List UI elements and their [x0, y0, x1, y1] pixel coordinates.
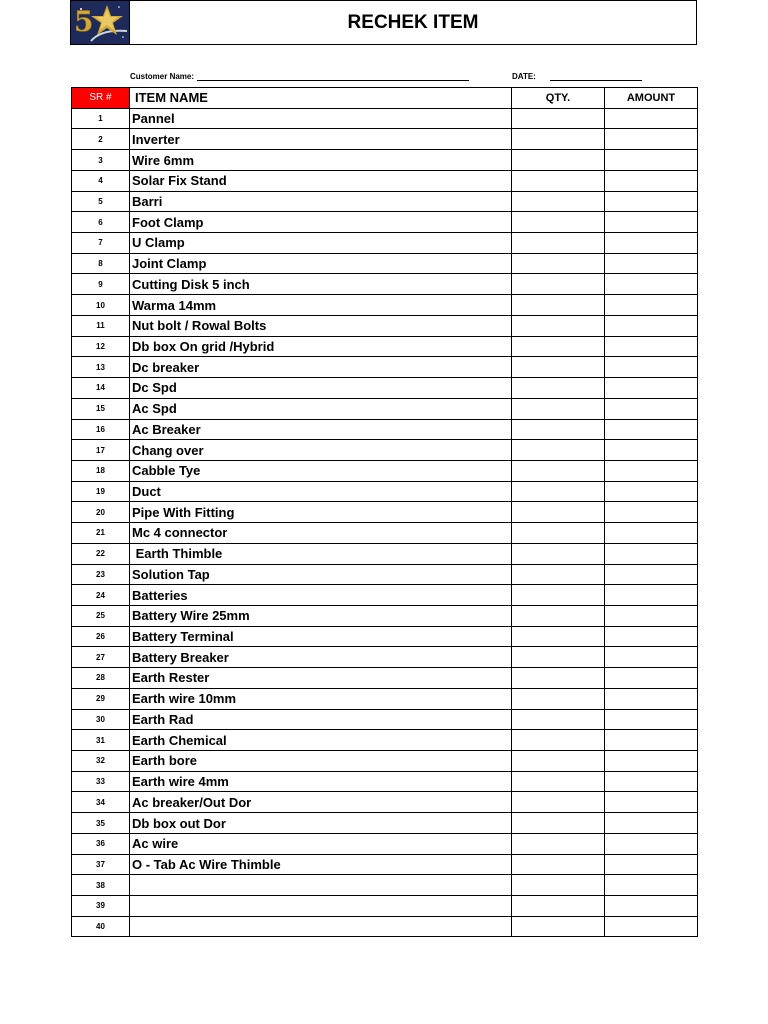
row-qty-cell[interactable] — [512, 108, 605, 129]
row-item-name: Pannel — [130, 108, 512, 129]
row-item-name: Earth Thimble — [130, 543, 512, 564]
row-qty-cell[interactable] — [512, 833, 605, 854]
table-row — [72, 233, 698, 254]
table-row — [72, 502, 698, 523]
row-qty-cell[interactable] — [512, 253, 605, 274]
table-row — [72, 129, 698, 150]
row-item-name — [130, 896, 512, 917]
row-qty-cell[interactable] — [512, 543, 605, 564]
row-amount-cell[interactable] — [605, 916, 698, 937]
row-item-name: Wire 6mm — [130, 150, 512, 171]
row-item-name: Ac Spd — [130, 398, 512, 419]
row-sr-number: 14 — [72, 378, 130, 399]
row-qty-cell[interactable] — [512, 460, 605, 481]
row-qty-cell[interactable] — [512, 440, 605, 461]
row-sr-number: 31 — [72, 730, 130, 751]
table-row — [72, 709, 698, 730]
table-body — [72, 108, 698, 937]
table-row — [72, 150, 698, 171]
table-row — [72, 916, 698, 937]
row-sr-number: 25 — [72, 605, 130, 626]
row-item-name: U Clamp — [130, 233, 512, 254]
row-sr-number: 28 — [72, 668, 130, 689]
row-item-name: Earth Rad — [130, 709, 512, 730]
row-qty-cell[interactable] — [512, 605, 605, 626]
row-qty-cell[interactable] — [512, 481, 605, 502]
table-row — [72, 792, 698, 813]
table-row — [72, 833, 698, 854]
row-sr-number: 39 — [72, 896, 130, 917]
row-item-name: O - Tab Ac Wire Thimble — [130, 854, 512, 875]
table-row — [72, 771, 698, 792]
row-amount-cell[interactable] — [605, 626, 698, 647]
row-amount-cell[interactable] — [605, 730, 698, 751]
table-row — [72, 460, 698, 481]
row-amount-cell[interactable] — [605, 502, 698, 523]
row-amount-cell[interactable] — [605, 605, 698, 626]
row-item-name: Solar Fix Stand — [130, 170, 512, 191]
row-qty-cell[interactable] — [512, 233, 605, 254]
row-amount-cell[interactable] — [605, 315, 698, 336]
row-qty-cell[interactable] — [512, 523, 605, 544]
row-item-name: Dc breaker — [130, 357, 512, 378]
row-qty-cell[interactable] — [512, 771, 605, 792]
row-item-name — [130, 875, 512, 896]
row-qty-cell[interactable] — [512, 419, 605, 440]
row-amount-cell[interactable] — [605, 751, 698, 772]
row-sr-number: 26 — [72, 626, 130, 647]
column-header-item-name: ITEM NAME — [130, 88, 512, 109]
row-qty-cell[interactable] — [512, 792, 605, 813]
items-table — [71, 87, 698, 937]
row-qty-cell[interactable] — [512, 357, 605, 378]
row-sr-number: 33 — [72, 771, 130, 792]
row-qty-cell[interactable] — [512, 585, 605, 606]
row-sr-number: 27 — [72, 647, 130, 668]
row-amount-cell[interactable] — [605, 585, 698, 606]
row-sr-number: 38 — [72, 875, 130, 896]
row-amount-cell[interactable] — [605, 523, 698, 544]
row-qty-cell[interactable] — [512, 730, 605, 751]
row-item-name: Inverter — [130, 129, 512, 150]
table-row — [72, 170, 698, 191]
table-row — [72, 543, 698, 564]
row-sr-number: 23 — [72, 564, 130, 585]
table-row — [72, 378, 698, 399]
row-sr-number: 19 — [72, 481, 130, 502]
row-sr-number: 9 — [72, 274, 130, 295]
row-qty-cell[interactable] — [512, 813, 605, 834]
row-amount-cell[interactable] — [605, 543, 698, 564]
row-qty-cell[interactable] — [512, 378, 605, 399]
customer-name-row — [130, 71, 469, 81]
row-item-name: Ac Breaker — [130, 419, 512, 440]
row-amount-cell[interactable] — [605, 792, 698, 813]
row-amount-cell[interactable] — [605, 833, 698, 854]
row-qty-cell[interactable] — [512, 854, 605, 875]
row-qty-cell[interactable] — [512, 502, 605, 523]
row-qty-cell[interactable] — [512, 896, 605, 917]
row-sr-number: 20 — [72, 502, 130, 523]
row-sr-number: 36 — [72, 833, 130, 854]
table-row — [72, 274, 698, 295]
row-item-name: Earth bore — [130, 751, 512, 772]
date-label: DATE: — [512, 72, 536, 81]
row-item-name: Ac breaker/Out Dor — [130, 792, 512, 813]
row-item-name: Earth wire 4mm — [130, 771, 512, 792]
row-sr-number: 11 — [72, 315, 130, 336]
row-amount-cell[interactable] — [605, 398, 698, 419]
row-qty-cell[interactable] — [512, 274, 605, 295]
table-row — [72, 481, 698, 502]
row-amount-cell[interactable] — [605, 212, 698, 233]
row-sr-number: 6 — [72, 212, 130, 233]
row-amount-cell[interactable] — [605, 647, 698, 668]
row-amount-cell[interactable] — [605, 440, 698, 461]
row-sr-number: 21 — [72, 523, 130, 544]
row-sr-number: 16 — [72, 419, 130, 440]
row-sr-number: 32 — [72, 751, 130, 772]
row-qty-cell[interactable] — [512, 688, 605, 709]
row-amount-cell[interactable] — [605, 170, 698, 191]
row-qty-cell[interactable] — [512, 295, 605, 316]
row-sr-number: 37 — [72, 854, 130, 875]
row-item-name: Dc Spd — [130, 378, 512, 399]
row-item-name: Joint Clamp — [130, 253, 512, 274]
row-qty-cell[interactable] — [512, 564, 605, 585]
row-sr-number: 7 — [72, 233, 130, 254]
row-amount-cell[interactable] — [605, 108, 698, 129]
page-title: RECHEK ITEM — [129, 1, 696, 44]
row-item-name: Pipe With Fitting — [130, 502, 512, 523]
column-header-amount: AMOUNT — [605, 88, 698, 109]
row-qty-cell[interactable] — [512, 315, 605, 336]
table-row — [72, 854, 698, 875]
row-amount-cell[interactable] — [605, 274, 698, 295]
row-sr-number: 12 — [72, 336, 130, 357]
row-amount-cell[interactable] — [605, 253, 698, 274]
row-sr-number: 3 — [72, 150, 130, 171]
row-amount-cell[interactable] — [605, 813, 698, 834]
table-row — [72, 647, 698, 668]
document-header — [70, 0, 697, 45]
row-amount-cell[interactable] — [605, 688, 698, 709]
table-row — [72, 626, 698, 647]
table-row — [72, 605, 698, 626]
row-item-name: Mc 4 connector — [130, 523, 512, 544]
row-item-name: Earth Rester — [130, 668, 512, 689]
row-sr-number: 17 — [72, 440, 130, 461]
row-qty-cell[interactable] — [512, 916, 605, 937]
row-item-name: Battery Wire 25mm — [130, 605, 512, 626]
row-amount-cell[interactable] — [605, 668, 698, 689]
row-amount-cell[interactable] — [605, 854, 698, 875]
row-sr-number: 34 — [72, 792, 130, 813]
table-row — [72, 813, 698, 834]
row-amount-cell[interactable] — [605, 191, 698, 212]
row-sr-number: 4 — [72, 170, 130, 191]
row-qty-cell[interactable] — [512, 129, 605, 150]
row-amount-cell[interactable] — [605, 875, 698, 896]
table-row — [72, 212, 698, 233]
row-qty-cell[interactable] — [512, 668, 605, 689]
row-item-name: Earth wire 10mm — [130, 688, 512, 709]
table-row — [72, 440, 698, 461]
row-item-name: Earth Chemical — [130, 730, 512, 751]
column-header-sr: SR # — [72, 88, 130, 109]
row-item-name: Duct — [130, 481, 512, 502]
row-sr-number: 8 — [72, 253, 130, 274]
table-row — [72, 585, 698, 606]
table-row — [72, 668, 698, 689]
row-amount-cell[interactable] — [605, 150, 698, 171]
row-amount-cell[interactable] — [605, 481, 698, 502]
row-item-name: Chang over — [130, 440, 512, 461]
table-row — [72, 523, 698, 544]
row-sr-number: 22 — [72, 543, 130, 564]
row-sr-number: 35 — [72, 813, 130, 834]
row-qty-cell[interactable] — [512, 751, 605, 772]
row-qty-cell[interactable] — [512, 150, 605, 171]
row-item-name: Warma 14mm — [130, 295, 512, 316]
row-item-name: Foot Clamp — [130, 212, 512, 233]
table-row — [72, 398, 698, 419]
row-amount-cell[interactable] — [605, 419, 698, 440]
table-header-row — [72, 88, 698, 109]
table-row — [72, 564, 698, 585]
row-item-name: Ac wire — [130, 833, 512, 854]
row-sr-number: 40 — [72, 916, 130, 937]
row-amount-cell[interactable] — [605, 357, 698, 378]
table-row — [72, 875, 698, 896]
row-amount-cell[interactable] — [605, 295, 698, 316]
row-amount-cell[interactable] — [605, 336, 698, 357]
row-qty-cell[interactable] — [512, 212, 605, 233]
row-sr-number: 2 — [72, 129, 130, 150]
row-sr-number: 29 — [72, 688, 130, 709]
row-item-name — [130, 916, 512, 937]
star-logo-icon — [71, 1, 129, 44]
row-qty-cell[interactable] — [512, 336, 605, 357]
table-row — [72, 336, 698, 357]
row-amount-cell[interactable] — [605, 564, 698, 585]
row-sr-number: 5 — [72, 191, 130, 212]
table-row — [72, 688, 698, 709]
row-item-name: Battery Breaker — [130, 647, 512, 668]
table-row — [72, 896, 698, 917]
row-sr-number: 24 — [72, 585, 130, 606]
row-item-name: Solution Tap — [130, 564, 512, 585]
table-row — [72, 108, 698, 129]
row-sr-number: 15 — [72, 398, 130, 419]
table-row — [72, 315, 698, 336]
row-item-name: Db box On grid /Hybrid — [130, 336, 512, 357]
row-qty-cell[interactable] — [512, 626, 605, 647]
row-amount-cell[interactable] — [605, 771, 698, 792]
row-amount-cell[interactable] — [605, 378, 698, 399]
row-qty-cell[interactable] — [512, 875, 605, 896]
row-qty-cell[interactable] — [512, 647, 605, 668]
row-sr-number: 13 — [72, 357, 130, 378]
row-sr-number: 30 — [72, 709, 130, 730]
row-item-name: Barri — [130, 191, 512, 212]
table-row — [72, 253, 698, 274]
row-qty-cell[interactable] — [512, 709, 605, 730]
row-amount-cell[interactable] — [605, 460, 698, 481]
row-amount-cell[interactable] — [605, 709, 698, 730]
table-row — [72, 751, 698, 772]
svg-text:5: 5 — [74, 5, 94, 38]
row-qty-cell[interactable] — [512, 398, 605, 419]
row-sr-number: 10 — [72, 295, 130, 316]
date-row — [512, 71, 642, 81]
row-sr-number: 18 — [72, 460, 130, 481]
row-item-name: Battery Terminal — [130, 626, 512, 647]
row-item-name: Nut bolt / Rowal Bolts — [130, 315, 512, 336]
table-row — [72, 295, 698, 316]
row-item-name: Db box out Dor — [130, 813, 512, 834]
table-row — [72, 191, 698, 212]
customer-name-label: Customer Name: — [130, 72, 195, 81]
row-amount-cell[interactable] — [605, 896, 698, 917]
row-amount-cell[interactable] — [605, 233, 698, 254]
row-amount-cell[interactable] — [605, 129, 698, 150]
table-row — [72, 730, 698, 751]
column-header-qty: QTY. — [512, 88, 605, 109]
customer-name-field[interactable] — [197, 71, 469, 81]
row-qty-cell[interactable] — [512, 170, 605, 191]
row-item-name: Batteries — [130, 585, 512, 606]
table-row — [72, 357, 698, 378]
date-field[interactable] — [550, 71, 642, 81]
row-qty-cell[interactable] — [512, 191, 605, 212]
row-sr-number: 1 — [72, 108, 130, 129]
row-item-name: Cutting Disk 5 inch — [130, 274, 512, 295]
table-row — [72, 419, 698, 440]
row-item-name: Cabble Tye — [130, 460, 512, 481]
